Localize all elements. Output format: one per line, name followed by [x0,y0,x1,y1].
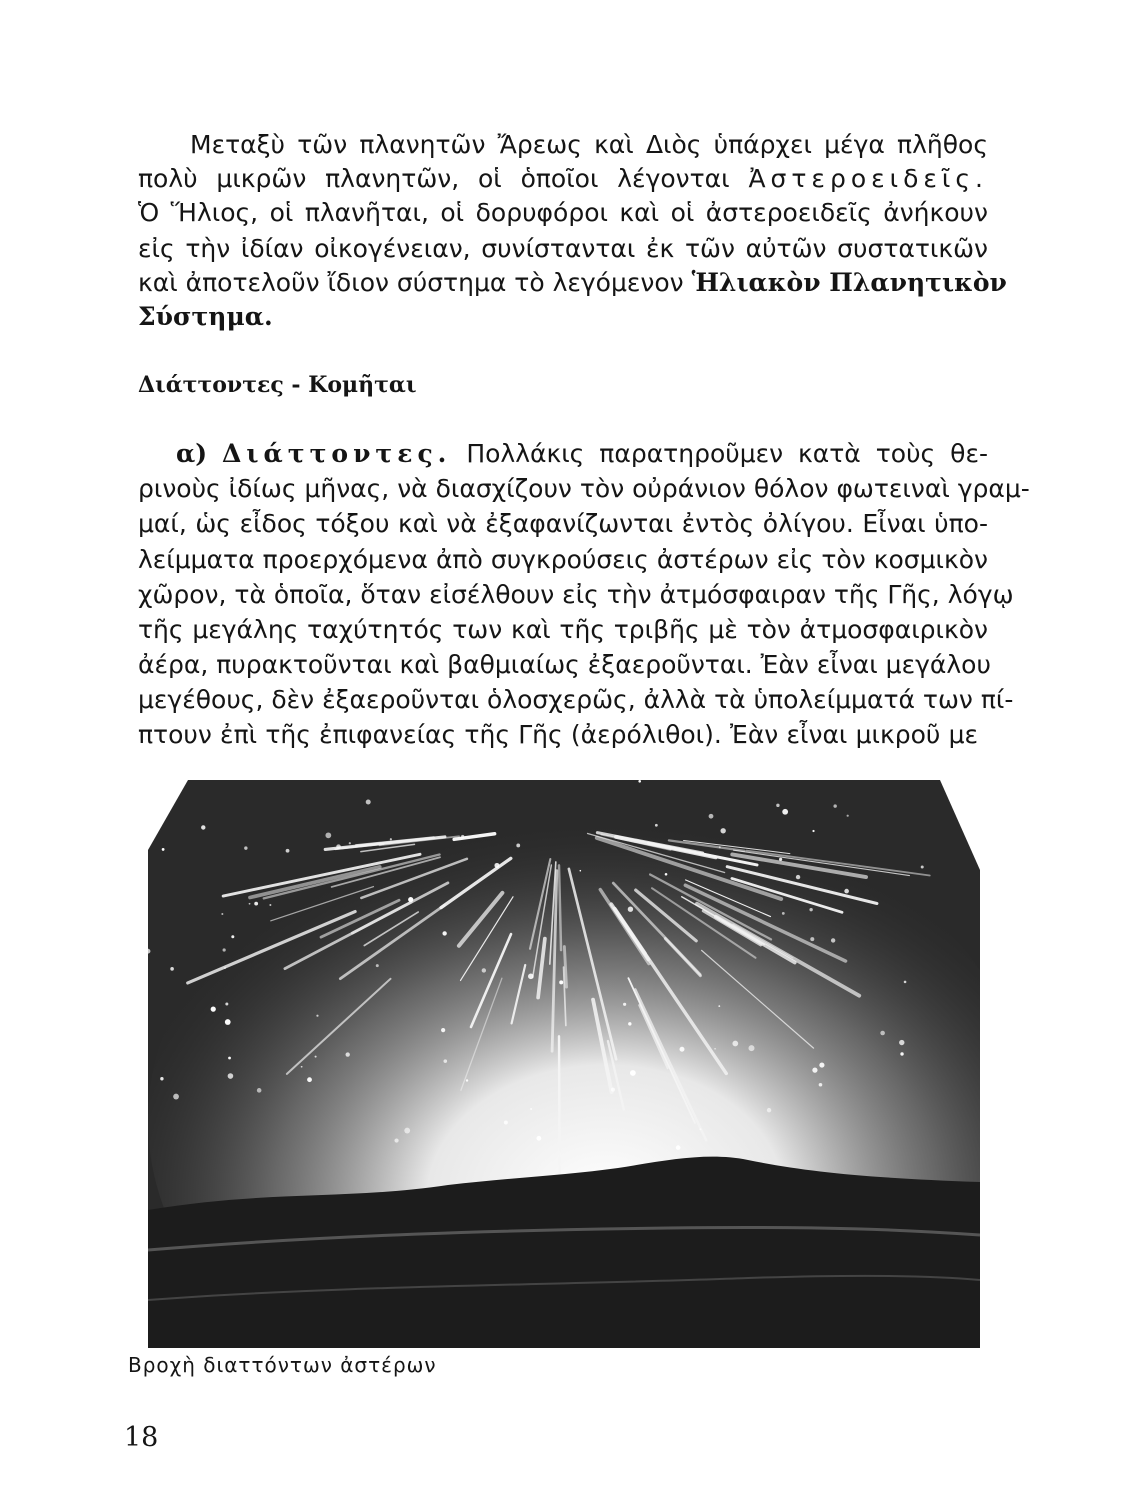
star [482,968,486,972]
star [530,1108,532,1110]
term-asteroids: Ἀστεροειδεῖς. [748,164,988,193]
paragraph2-line5: χῶρον, τὰ ὁποῖα, ὅταν εἰσέλθουν εἰς τὴν ἀτμόσφαιραν τῆς Γῆς, λόγῳ [138,580,1014,609]
star [536,1136,541,1141]
star [461,835,464,838]
paragraph2-line8: μεγέθους, δὲν ἐξαεροῦνται ὁλοσχερῶς, ἀλλὰ τὰ ὑπολείμματά των πί- [138,685,1014,714]
section-heading: Διάττοντες - Κομῆται [138,372,417,398]
star [628,907,633,912]
star [408,897,413,902]
star [776,804,779,807]
star [899,1040,904,1045]
star [767,1108,771,1112]
paragraph1-line6 [138,300,988,334]
paragraph1-line3: Ὁ Ἥλιος, οἱ πλανῆται, οἱ δορυφόροι καὶ οἱ ἀστεροειδεῖς ἀνήκουν [138,198,988,227]
star [223,948,226,951]
star [812,1068,817,1073]
star [623,1003,626,1006]
star [720,828,725,833]
star [376,964,379,967]
star [231,935,234,938]
paragraph1-line5-text: καὶ ἀποτελοῦν ἴδιον σύστημα τὸ λεγόμενον [138,268,684,297]
paragraph1-line5 [138,266,1007,300]
star [325,832,331,838]
paragraph2-line4: λείμματα προερχόμενα ἀπὸ συγκρούσεις ἀστέρων εἰς τὸν κοσμικὸν [138,545,988,574]
star [809,908,812,911]
star [244,846,247,849]
paragraph1-line4: εἰς τὴν ἰδίαν οἰκογένειαν, συνίστανται ἐκ τῶν αὐτῶν συστατικῶν [138,234,988,263]
star [676,1145,681,1150]
star [580,870,582,872]
star [819,1062,824,1067]
star [810,937,814,941]
star [833,804,836,807]
star [921,865,924,868]
star [709,814,714,819]
star [224,967,226,969]
star [732,1041,738,1047]
star [162,848,165,851]
paragraph1-line1: Μεταξὺ τῶν πλανητῶν Ἄρεως καὶ Διὸς ὑπάρχει μέγα πλῆθος [190,130,988,159]
star [655,824,658,827]
star [504,1120,508,1124]
paragraph2-line3: μαί, ὡς εἶδος τόξου καὶ νὰ ἐξαφανίζωνται ἐντὸς ὀλίγου. Εἶναι ὑπο- [138,509,988,538]
star [211,1007,216,1012]
star [336,844,341,849]
star [831,938,835,942]
star [442,931,446,935]
page-number: 18 [124,1422,159,1453]
meteor-streak [559,1036,560,1184]
paragraph1-line2 [138,162,988,196]
star [796,875,800,879]
star [221,913,223,915]
star [315,1056,317,1058]
star [346,1052,350,1056]
term-solar-system-end: Σύστημα. [138,302,273,331]
star [201,825,205,829]
star [971,822,975,826]
meteor-shower-illustration [148,780,980,1348]
paragraph2-line6: τῆς μεγάλης ταχύτητός των καὶ τῆς τριβῆς μὲ τὸν ἀτμοσφαιρικὸν [138,615,988,644]
star [528,973,534,979]
star [779,858,782,861]
star [718,1005,720,1007]
term-solar-system: Ἡλιακὸν Πλανητικὸν [691,268,1007,297]
star [349,842,351,844]
star [286,849,290,853]
star [628,1022,631,1025]
star [249,903,251,905]
star [316,1015,318,1017]
paragraph2-line1-text: Πολλάκις παρατηροῦμεν κατὰ τοὺς θε- [466,439,988,468]
star [160,1077,163,1080]
star [225,1003,228,1006]
star [719,846,721,848]
star [638,780,641,783]
star [228,1057,231,1060]
term-meteors: Διάττοντες. [222,439,452,468]
star [466,1079,468,1081]
star [269,904,271,906]
star [679,1047,684,1052]
star [366,799,371,804]
star [257,1088,262,1093]
star [630,1070,636,1076]
star [404,1128,410,1134]
star [170,967,174,971]
star [225,1019,231,1025]
star [611,1088,615,1092]
star [307,1077,312,1082]
star [699,1128,701,1130]
meteor-shower-figure [148,780,980,1348]
paragraph1-line2-text: πολὺ μικρῶν πλανητῶν, οἱ ὁποῖοι λέγονται [138,164,730,193]
star [158,788,161,791]
star [390,838,392,840]
star [782,809,788,815]
paragraph2-line7: ἀέρα, πυρακτοῦνται καὶ βαθμιαίως ἐξαεροῦνται. Ἐὰν εἶναι μεγάλου [138,650,991,679]
star [665,873,668,876]
star [394,1138,398,1142]
star [844,889,849,894]
star [254,902,258,906]
star [812,830,814,832]
star [782,912,785,915]
star [228,1073,234,1079]
star [714,1048,716,1050]
star [559,980,563,984]
star [900,1052,903,1055]
figure-caption: Βροχὴ διαττόντων ἀστέρων [128,1353,437,1377]
star [301,1066,303,1068]
subsection-label: α) [176,439,208,468]
star [880,1031,885,1036]
star [173,1094,179,1100]
star [443,1059,447,1063]
star [494,863,499,868]
star [904,981,907,984]
paragraph2-line2: ρινοὺς ἰδίως μῆνας, νὰ διασχίζουν τὸν οὐράνιον θόλον φωτειναὶ γραμ- [138,474,1030,503]
paragraph2-line9: πτουν ἐπὶ τῆς ἐπιφανείας τῆς Γῆς (ἀερόλιθοι). Ἐὰν εἶναι μικροῦ με [138,720,978,749]
star [819,1083,823,1087]
star [516,844,520,848]
star [847,815,849,817]
paragraph2-line1 [176,437,988,471]
star [441,1028,445,1032]
star [748,1045,754,1051]
